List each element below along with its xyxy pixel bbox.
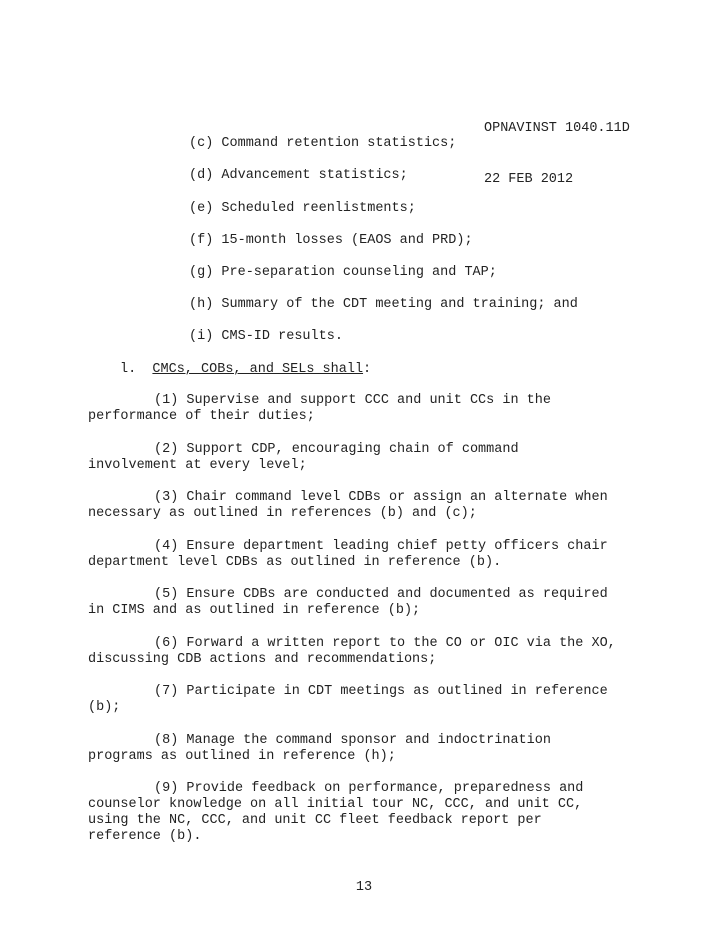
paragraph-line: (3) Chair command level CDBs or assign an alternate when bbox=[154, 490, 608, 505]
paragraph-line: (9) Provide feedback on performance, preparedness and bbox=[154, 781, 584, 796]
list-item: (d) Advancement statistics; bbox=[189, 168, 408, 183]
paragraph-6 bbox=[88, 636, 668, 668]
paragraph-line: using the NC, CCC, and unit CC fleet feedback report per bbox=[88, 813, 542, 828]
paragraph-line: (1) Supervise and support CCC and unit CCs in the bbox=[154, 393, 551, 408]
paragraph-line: department level CDBs as outlined in reference (b). bbox=[88, 555, 502, 570]
paragraph-3 bbox=[88, 490, 668, 522]
paragraph-4 bbox=[88, 539, 668, 571]
page-number: 13 bbox=[355, 880, 373, 895]
section-title: CMCs, COBs, and SELs shall bbox=[152, 362, 364, 377]
paragraph-line: counselor knowledge on all initial tour NC, CCC, and unit CC, bbox=[88, 797, 583, 812]
paragraph-line: (5) Ensure CDBs are conducted and documented as required bbox=[154, 587, 608, 602]
section-colon: : bbox=[363, 362, 372, 377]
instruction-number: OPNAVINST 1040.11D bbox=[484, 121, 630, 136]
paragraph-1 bbox=[88, 393, 668, 425]
paragraph-line: (6) Forward a written report to the CO or OIC via the XO, bbox=[154, 636, 616, 651]
section-heading bbox=[120, 361, 371, 378]
section-number: l. bbox=[120, 362, 137, 377]
list-item: (e) Scheduled reenlistments; bbox=[189, 201, 416, 216]
document-date: 22 FEB 2012 bbox=[484, 172, 574, 187]
paragraph-8 bbox=[88, 733, 668, 765]
paragraph-line: reference (b). bbox=[88, 829, 202, 844]
paragraph-line: necessary as outlined in references (b) and (c); bbox=[88, 506, 477, 521]
paragraph-7 bbox=[88, 684, 668, 716]
document-header bbox=[484, 86, 630, 222]
paragraph-line: (2) Support CDP, encouraging chain of command bbox=[154, 442, 519, 457]
list-item: (c) Command retention statistics; bbox=[189, 136, 457, 151]
paragraph-line: (b); bbox=[88, 700, 121, 715]
list-item: (h) Summary of the CDT meeting and training; and bbox=[189, 297, 578, 312]
paragraph-line: (4) Ensure department leading chief petty officers chair bbox=[154, 539, 608, 554]
list-item: (f) 15-month losses (EAOS and PRD); bbox=[189, 233, 473, 248]
paragraph-line: programs as outlined in reference (h); bbox=[88, 749, 396, 764]
list-item: (i) CMS-ID results. bbox=[189, 329, 343, 344]
list-item: (g) Pre-separation counseling and TAP; bbox=[189, 265, 497, 280]
paragraph-9 bbox=[88, 781, 668, 845]
paragraph-2 bbox=[88, 442, 668, 474]
paragraph-line: performance of their duties; bbox=[88, 409, 315, 424]
paragraph-5 bbox=[88, 587, 668, 619]
paragraph-line: in CIMS and as outlined in reference (b); bbox=[88, 603, 421, 618]
paragraph-line: (7) Participate in CDT meetings as outlined in reference bbox=[154, 684, 608, 699]
paragraph-line: discussing CDB actions and recommendations; bbox=[88, 652, 437, 667]
paragraph-line: (8) Manage the command sponsor and indoctrination bbox=[154, 733, 551, 748]
paragraph-line: involvement at every level; bbox=[88, 458, 307, 473]
